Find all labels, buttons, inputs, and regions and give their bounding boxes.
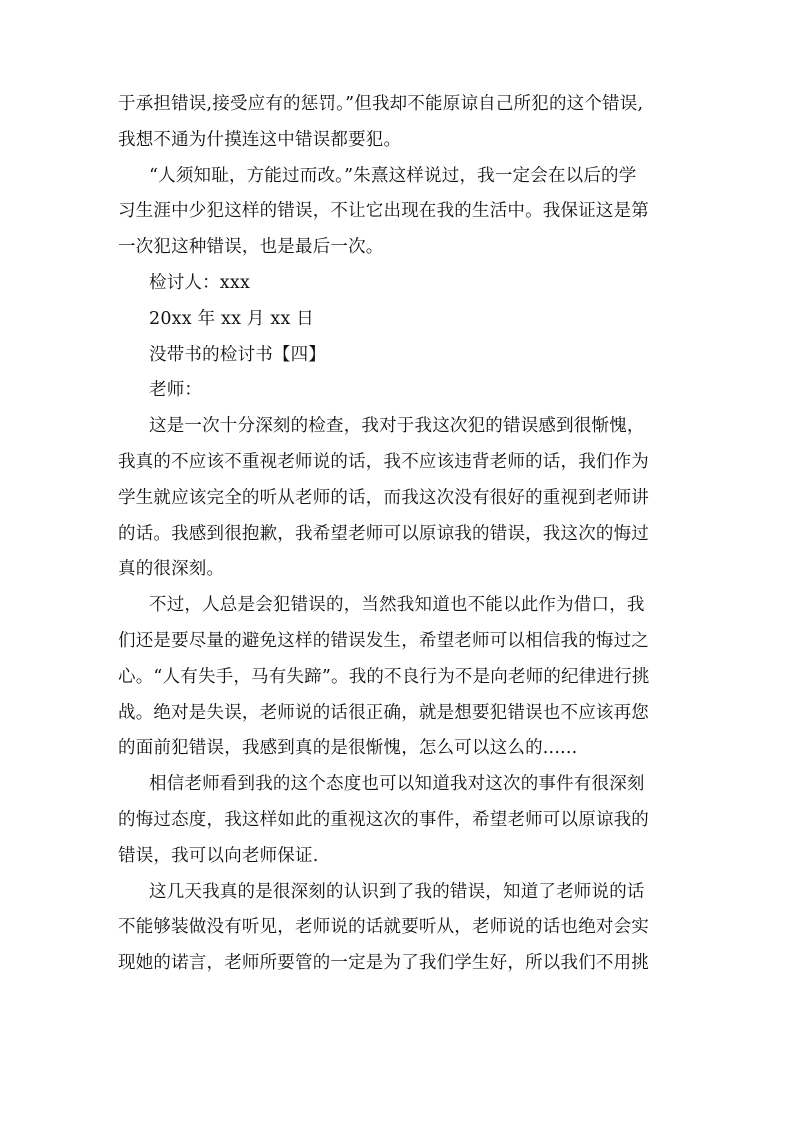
body-line: 我真的不应该不重视老师说的话，我不应该违背老师的话，我们作为 [118, 451, 649, 472]
paragraph-start-line: 这几天我真的是很深刻的认识到了我的错误，知道了老师说的话 [149, 881, 645, 902]
body-line: 真的很深刻。 [118, 559, 225, 580]
body-line: 不能够装做没有听见，老师说的话就要听从，老师说的话也绝对会实 [118, 917, 649, 938]
section-title: 没带书的检讨书【四】 [149, 344, 326, 365]
document-body [118, 87, 680, 982]
body-line: 的面前犯错误，我感到真的是很惭愧，怎么可以这么的...... [118, 738, 578, 759]
body-line: 习生涯中少犯这样的错误，不让它出现在我的生活中。我保证这是第 [118, 201, 649, 222]
body-line: 战。绝对是失误，老师说的话很正确，就是想要犯错误也不应该再您 [118, 702, 649, 723]
body-line: 的话。我感到很抱歉，我希望老师可以原谅我的错误，我这次的悔过 [118, 523, 649, 544]
paragraph-start-line: 不过，人总是会犯错误的，当然我知道也不能以此作为借口，我 [149, 595, 645, 616]
body-line: 们还是要尽量的避免这样的错误发生，希望老师可以相信我的悔过之 [118, 630, 649, 651]
body-line: 的悔过态度，我这样如此的重视这次的事件，希望老师可以原谅我的 [118, 809, 649, 830]
body-line: 一次犯这种错误，也是最后一次。 [118, 237, 384, 258]
body-line: 现她的诺言，老师所要管的一定是为了我们学生好，所以我们不用挑 [118, 953, 649, 974]
paragraph-start-line: 相信老师看到我的这个态度也可以知道我对这次的事件有很深刻 [149, 774, 645, 795]
body-line: 心。“人有失手，马有失蹄”。我的不良行为不是向老师的纪律进行挑 [118, 666, 650, 687]
date-line: 20xx 年 xx 月 xx 日 [149, 308, 314, 329]
signer-line: 检讨人：xxx [149, 272, 251, 293]
body-line: 我想不通为什摸连这中错误都要犯。 [118, 129, 402, 150]
body-line: 学生就应该完全的听从老师的话，而我这次没有很好的重视到老师讲 [118, 487, 649, 508]
body-line: 错误，我可以向老师保证. [118, 845, 319, 866]
salutation: 老师： [149, 380, 203, 401]
body-line: 于承担错误,接受应有的惩罚。”但我却不能原谅自己所犯的这个错误, [118, 94, 644, 114]
paragraph-start-line: “人须知耻，方能过而改。”朱熹这样说过，我一定会在以后的学 [149, 165, 637, 186]
paragraph-start-line: 这是一次十分深刻的检查，我对于我这次犯的错误感到很惭愧， [149, 416, 645, 437]
